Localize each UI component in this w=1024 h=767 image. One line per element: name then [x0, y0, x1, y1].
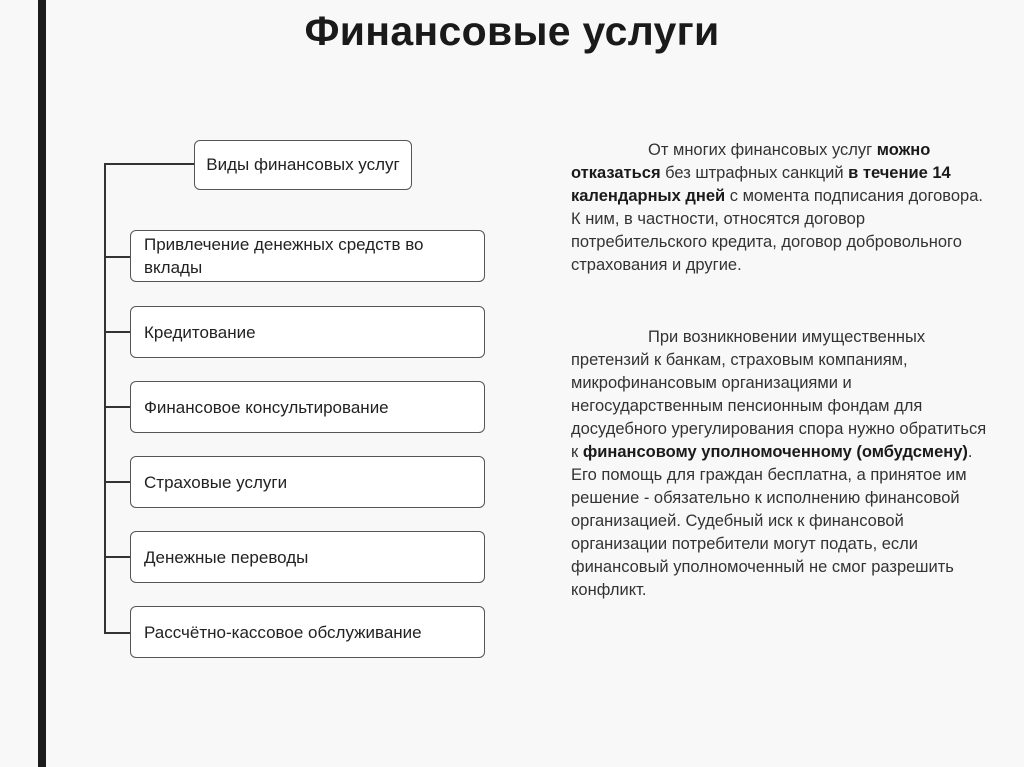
tree-branch-1 — [104, 256, 130, 258]
left-accent-bar — [38, 0, 46, 767]
tree-item-deposits — [130, 230, 485, 282]
tree-item-label: Денежные переводы — [144, 547, 309, 567]
paragraph-text: с момента подписания договора. К ним, в частности, относятся договор потребительского кредита, договор добровольного страхования и другие. — [571, 187, 983, 274]
paragraph-refusal — [571, 139, 991, 277]
tree-branch-5 — [104, 556, 130, 558]
paragraph-bold: в течение 14 календарных дней — [571, 164, 951, 205]
paragraph-text: При возникновении имущественных претензий к банкам, страховым компаниям, микрофинансовым организациями и негосударственным пенсионным фондам для досудебного урегулирования спора нужно обратиться к — [571, 328, 987, 461]
tree-item-transfers — [130, 531, 485, 583]
tree-branch-4 — [104, 481, 130, 483]
tree-item-label: Кредитование — [144, 322, 256, 342]
tree-item-label: Финансовое консультирование — [144, 397, 389, 417]
tree-root-box — [194, 140, 412, 190]
paragraph-text: . Его помощь для граждан бесплатна, а принятое им решение - обязательно к исполнению финансовой организацией. Судебный иск к финансовой организации потребители могут подать, если финансовый уполномоченный не смог разрешить конфликт. — [571, 443, 973, 599]
paragraph-bold: можно отказаться — [571, 141, 931, 182]
tree-root-label: Виды финансовых услуг — [206, 155, 400, 174]
paragraph-bold: финансовому уполномоченному (омбудсмену) — [582, 443, 968, 461]
tree-item-consulting — [130, 381, 485, 433]
tree-branch-2 — [104, 331, 130, 333]
tree-item-insurance — [130, 456, 485, 508]
tree-branch-root — [104, 163, 194, 165]
paragraph-text: без штрафных санкций — [660, 164, 849, 182]
tree-item-cash-services — [130, 606, 485, 658]
tree-branch-6 — [104, 632, 130, 634]
paragraph-ombudsman — [571, 326, 991, 602]
tree-item-label: Привлечение денежных средств во вклады — [144, 235, 424, 277]
page-title: Финансовые услуги — [304, 8, 720, 54]
tree-trunk-line — [104, 163, 106, 633]
tree-item-label: Рассчётно-кассовое обслуживание — [144, 622, 422, 642]
tree-branch-3 — [104, 406, 130, 408]
tree-item-lending — [130, 306, 485, 358]
tree-item-label: Страховые услуги — [144, 472, 288, 492]
paragraph-text: От многих финансовых услуг — [648, 141, 877, 159]
